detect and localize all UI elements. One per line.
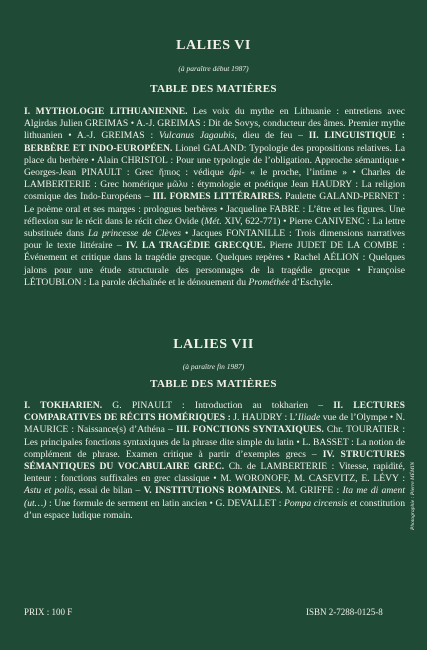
italic-title: Vulcanus Jagaubis: [158, 130, 235, 142]
italic-title: Prométhée: [248, 276, 290, 288]
text-run: M. GRIFFE :: [282, 485, 343, 497]
text-run: Paulette GALAND-PERNET : Le poème oral et ses marges : prologues berbères • Jacqueline FABRE : L’être et les figures. Une réflexion sur le récit dans le récit chez Ovide (: [24, 191, 405, 227]
italic-title: Astu et polis: [24, 485, 74, 497]
text-run: J. HAUDRY : L’: [230, 412, 298, 424]
text-run: G. PINAULT : Introduction au tokharien –: [102, 400, 334, 411]
text-run: « le proche, l’intime » • Charles de LAMBERTERIE : Grec homérique μῶλυ : étymologie et poétique Jean HAUDRY : La religion cosmique des Indo-Européens –: [24, 167, 405, 203]
text-run: et constitution d’un espace ludique romain.: [24, 497, 406, 521]
lalies6-subtitle: (à paraître début 1987): [178, 64, 249, 73]
text-run: Ch. de LAMBERTERIE : Vitesse, rapidité, lenteur : fonctions suffixales en grec classique • M. WORONOFF, M. CASEVITZ, E. LÉVY :: [24, 461, 405, 485]
italic-title: ápi-: [229, 167, 245, 179]
lalies7-subtitle: (à paraître fin 1987): [182, 362, 245, 371]
lalies6-title: LALIES VI: [176, 38, 251, 53]
text-run: • Jacques FONTANILLE : Trois dimensions narratives pour le texte littéraire –: [24, 228, 405, 252]
lalies6-toc-heading: TABLE DES MATIÈRES: [150, 83, 277, 95]
section-heading: II. LECTURES COMPARATIVES DE RÉCITS HOMÉRIQUES :: [24, 400, 405, 424]
section-heading: I. TOKHARIEN.: [24, 400, 103, 411]
section-heading: IV. STRUCTURES SÉMANTIQUES DU VOCABULAIRE GREC.: [24, 448, 405, 473]
section-heading: IV. LA TRAGÉDIE GRECQUE.: [125, 240, 266, 252]
text-run: Lionel GALAND: Typologie des propositions relatives. La place du berbère • Alain CHRISTOL : Pour une typologie de l’obligation. Approche sémantique • Georges-Jean PINAULT : Grec ἤπιος : védique: [24, 142, 405, 179]
section-heading: III. FORMES LITTÉRAIRES.: [152, 191, 282, 203]
photo-credit: Photographie : Pierre MÉMIN: [410, 461, 416, 530]
italic-title: La princesse de Clèves: [87, 228, 181, 240]
text-run: Chr. TOURATIER : Les principales fonctions syntaxiques de la phrase dite simple du latin • L. BASSET : La notion de complément de phrase. Examen critique à partir d’exemples grecs –: [24, 424, 405, 460]
price-label: PRIX : 100 F: [24, 607, 73, 617]
section-heading: V. INSTITUTIONS ROMAINES.: [143, 485, 283, 497]
italic-title: Mét.: [204, 215, 222, 227]
italic-title: Ita me di ament (ut…): [24, 485, 405, 509]
text-run: vue de l’Olympe • N. MAURICE : Naissance(s) d’Athéna –: [24, 412, 405, 436]
lalies7-toc-heading: TABLE DES MATIÈRES: [150, 378, 277, 390]
lalies7-title: LALIES VII: [173, 337, 254, 352]
text-run: XIV, 622-771) • Pierre CANIVENC : La lettre substituée dans: [24, 215, 405, 240]
italic-title: Iliade: [297, 412, 321, 424]
section-heading: III. FONCTIONS SYNTAXIQUES.: [175, 424, 324, 436]
section-heading: II. LINGUISTIQUE : BERBÈRE ET INDO-EUROPÉEN.: [24, 130, 405, 154]
text-run: , essai de bilan –: [73, 485, 144, 497]
lalies7-contents: [24, 400, 405, 522]
isbn-label: ISBN 2-7288-0125-8: [306, 607, 383, 617]
text-run: : Une formule de serment en latin ancien • G. DEVALLET :: [46, 497, 284, 509]
text-run: , dieu de feu –: [234, 130, 309, 142]
lalies6-contents: [24, 106, 405, 289]
text-run: d’Eschyle.: [289, 276, 333, 288]
italic-title: Pompa circensis: [284, 497, 348, 509]
text-run: Les voix du mythe en Lithuanie : entretiens avec Algirdas Julien GREIMAS • A.-J. GREIMAS : Dit de Sovys, conducteur des âmes. Premier mythe lithuanien • A.-J. GREIMAS :: [24, 106, 405, 142]
section-heading: I. MYTHOLOGIE LITHUANIENNE.: [24, 106, 188, 117]
text-run: Pierre JUDET DE LA COMBE : Événement et critique dans la tragédie grecque. Quelques repères • Rachel AÉLION : Quelques jalons pour une étude structurale des personnages de la tragédie grecque • Françoise LÉTOUBLON : La parole déchaînée et le dénouement du: [24, 240, 405, 288]
